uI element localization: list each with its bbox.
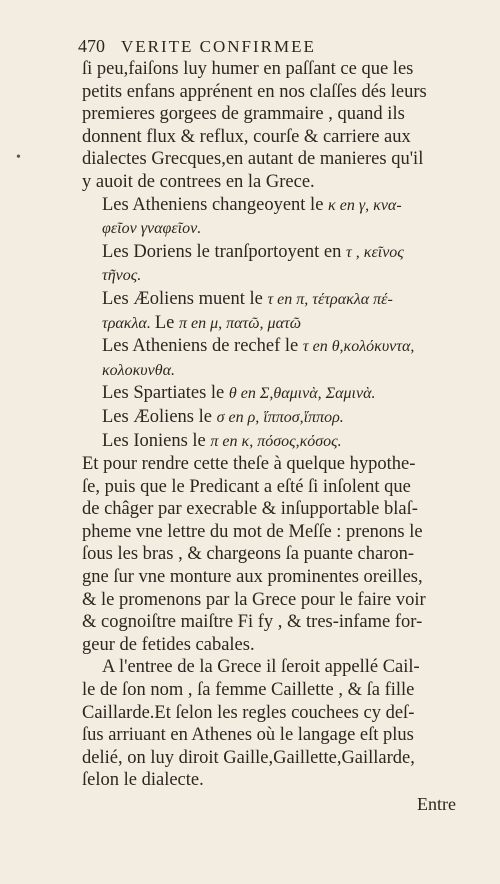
- margin-mark: •: [16, 150, 21, 165]
- line-text: & cognoiſtre maiſtre Fi fy , & tres-infame for-: [82, 612, 423, 633]
- line-text: premieres gorgees de grammaire , quand ils: [82, 104, 405, 125]
- page-header: [78, 36, 478, 57]
- text-line: [82, 679, 476, 702]
- text-line: [82, 126, 476, 149]
- text-line: [82, 406, 476, 430]
- line-text: Les Atheniens changeoyent le: [102, 194, 329, 215]
- line-text: geur de fetides cabales.: [82, 634, 255, 655]
- greek-text: τῆνος.: [102, 267, 142, 285]
- text-line: [82, 453, 476, 476]
- text-line: [82, 430, 476, 454]
- greek-text: τ en θ,κολόκυντα,: [302, 338, 415, 356]
- line-text: Les Doriens le tranſportoyent en: [102, 241, 347, 262]
- line-text: ſus arriuant en Athenes où le langage eſt plus: [82, 725, 414, 746]
- text-line: [82, 543, 476, 566]
- line-text: Le: [154, 312, 179, 333]
- text-line: [82, 312, 476, 336]
- greek-text: π en κ, πόσος,κόσος.: [210, 432, 342, 450]
- text-line: [82, 702, 476, 725]
- line-text: y auoit de contrees en la Grece.: [82, 171, 315, 192]
- text-line: [82, 241, 476, 265]
- line-text: pheme vne lettre du mot de Meſſe : prenons le: [82, 521, 423, 542]
- text-line: [82, 611, 476, 634]
- greek-text: π en μ, πατῶ, ματῶ: [178, 314, 301, 332]
- text-line: [82, 724, 476, 747]
- line-text: gne ſur vne monture aux prominentes oreilles,: [82, 567, 423, 588]
- line-text: de châger par execrable & inſupportable blaſ-: [82, 499, 418, 520]
- greek-text: σ en ρ, ἵπποσ,ἵππορ.: [216, 408, 344, 426]
- text-line: [82, 498, 476, 521]
- text-line: [82, 194, 476, 218]
- text-line: [82, 476, 476, 499]
- greek-text: κ en γ, κνα-: [328, 196, 402, 214]
- line-text: Les Atheniens de rechef le: [102, 336, 303, 357]
- text-line: [82, 359, 476, 383]
- line-text: & le promenons par la Grece pour le faire voir: [82, 589, 426, 610]
- greek-text: θ en Σ,θαμινὰ, Σαμινὰ.: [228, 385, 376, 403]
- body-text: [82, 58, 476, 792]
- catchword: Entre: [417, 794, 456, 814]
- line-text: delié, on luy diroit Gaille,Gaillette,Gaillarde,: [82, 747, 415, 768]
- line-text: A l'entree de la Grece il ſeroit appellé Cail-: [102, 657, 420, 678]
- text-line: [82, 656, 476, 679]
- line-text: dialectes Grecques,en autant de manieres qu'il: [82, 149, 424, 170]
- running-title: VERITE CONFIRMEE: [120, 37, 316, 56]
- line-text: Caillarde.Et ſelon les regles couchees cy deſ-: [82, 702, 415, 723]
- text-line: [82, 382, 476, 406]
- text-line: [82, 264, 476, 288]
- line-text: Et pour rendre cette theſe à quelque hypothe-: [82, 454, 416, 475]
- text-line: [82, 81, 476, 104]
- line-text: donnent flux & reflux, courſe & carriere aux: [82, 126, 411, 147]
- line-text: Les Æoliens muent le: [102, 288, 268, 309]
- text-line: [82, 634, 476, 657]
- text-line: [82, 747, 476, 770]
- line-text: le de ſon nom , ſa femme Caillette , & ſa fille: [82, 680, 415, 701]
- line-text: Les Ioniens le: [102, 430, 211, 451]
- line-text: ſe, puis que le Predicant a eſté ſi inſolent que: [82, 476, 411, 497]
- line-text: Les Æoliens le: [102, 406, 217, 427]
- text-line: [82, 148, 476, 171]
- greek-text: φεῖον γναφεῖον.: [102, 220, 202, 238]
- greek-text: τ , κεῖνος: [346, 243, 404, 261]
- line-text: ſi peu,faiſons luy humer en paſſant ce que les: [82, 59, 414, 79]
- line-text: ſelon le dialecte.: [82, 770, 204, 791]
- text-line: [82, 58, 476, 81]
- text-line: [82, 521, 476, 544]
- text-line: [82, 769, 476, 792]
- text-line: [82, 335, 476, 359]
- line-text: petits enfans apprénent en nos claſſes dés leurs: [82, 81, 427, 102]
- line-text: ſous les bras , & chargeons ſa puante charon-: [82, 544, 415, 565]
- text-line: [82, 217, 476, 241]
- text-line: [82, 288, 476, 312]
- page-number: 470: [78, 36, 105, 56]
- greek-text: τρακλα.: [102, 314, 155, 332]
- greek-text: τ en π, τέτρακλα πέ-: [267, 290, 393, 308]
- text-line: [82, 103, 476, 126]
- text-line: [82, 566, 476, 589]
- text-line: [82, 589, 476, 612]
- line-text: Les Spartiates le: [102, 383, 229, 404]
- greek-text: κολοκυνθα.: [102, 361, 175, 379]
- text-line: [82, 171, 476, 194]
